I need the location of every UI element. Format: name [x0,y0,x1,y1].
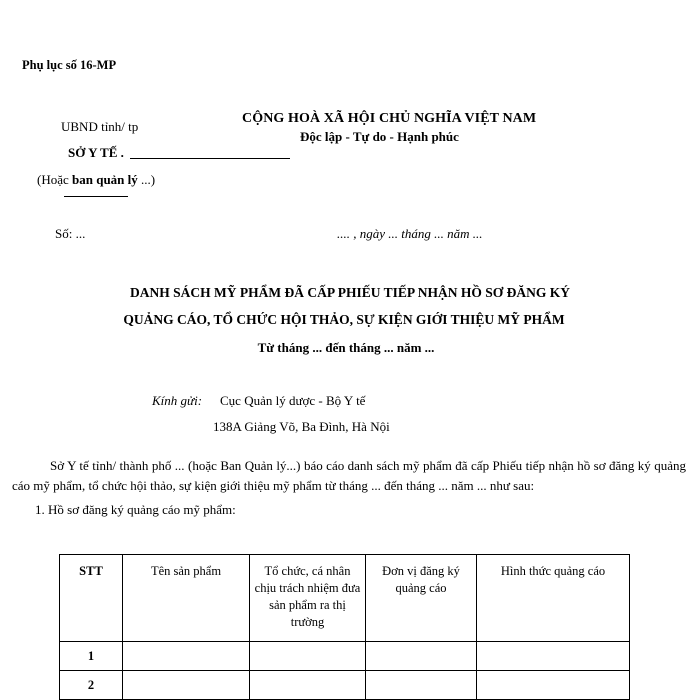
header-product-name: Tên sản phẩm [123,555,250,642]
document-number: Số: ... [55,226,86,241]
table-row [60,642,630,671]
agency-alt-bold: ban quản lý [72,172,138,187]
header-registrant: Đơn vị đăng ký quảng cáo [366,555,477,642]
agency-alt-prefix: (Hoặc [37,172,73,187]
table-row [60,671,630,700]
agency-alt-suffix: ...) [137,172,156,187]
agency-underline [130,158,290,159]
agency-province: UBND tỉnh/ tp [61,119,139,134]
appendix-label: Phụ lục số 16-MP [22,58,117,72]
nation-motto: Độc lập - Tự do - Hạnh phúc [300,129,459,144]
agency-alternative [37,172,155,188]
table-cell [366,642,477,671]
title-period: Từ tháng ... đến tháng ... năm ... [257,340,435,355]
report-table [59,554,630,700]
recipient-address: 138A Giảng Võ, Ba Đình, Hà Nội [213,419,390,434]
body-paragraph: Sở Y tế tỉnh/ thành phố ... (hoặc Ban Quản lý...) báo cáo danh sách mỹ phẩm đã cấp Phiếu tiếp nhận hồ sơ đăng ký quảng cáo mỹ phẩm, tổ chức hội thảo, sự kiện giới thiệu mỹ phẩm từ tháng ... đến tháng ... năm ... như sau: [12,458,686,493]
table-cell [250,642,366,671]
table-header-row [60,555,630,642]
table-cell [366,671,477,700]
header-responsible-party: Tổ chức, cá nhân chịu trách nhiệm đưa sản phẩm ra thị trường [250,555,366,642]
agency-department: SỞ Y TẾ . [68,145,124,160]
header-stt: STT [60,555,123,642]
header-ad-form: Hình thức quảng cáo [477,555,630,642]
table-cell [477,642,630,671]
row-stt: 2 [60,671,123,700]
recipient-label: Kính gửi: [152,393,203,408]
table-cell [477,671,630,700]
nation-name: CỘNG HOÀ XÃ HỘI CHỦ NGHĨA VIỆT NAM [242,111,537,126]
title-line-1: DANH SÁCH MỸ PHẨM ĐÃ CẤP PHIẾU TIẾP NHẬN HỒ SƠ ĐĂNG KÝ [129,285,570,300]
row-stt: 1 [60,642,123,671]
title-line-2: QUẢNG CÁO, TỔ CHỨC HỘI THẢO, SỰ KIỆN GIỚI THIỆU MỸ PHẨM [123,312,565,327]
document-date: .... , ngày ... tháng ... năm ... [337,226,483,241]
table-cell [123,671,250,700]
table-cell [250,671,366,700]
table-cell [123,642,250,671]
agency-divider [64,196,128,197]
section-heading-1: 1. Hồ sơ đăng ký quảng cáo mỹ phẩm: [35,502,236,517]
recipient-name: Cục Quản lý dược - Bộ Y tế [220,393,366,408]
